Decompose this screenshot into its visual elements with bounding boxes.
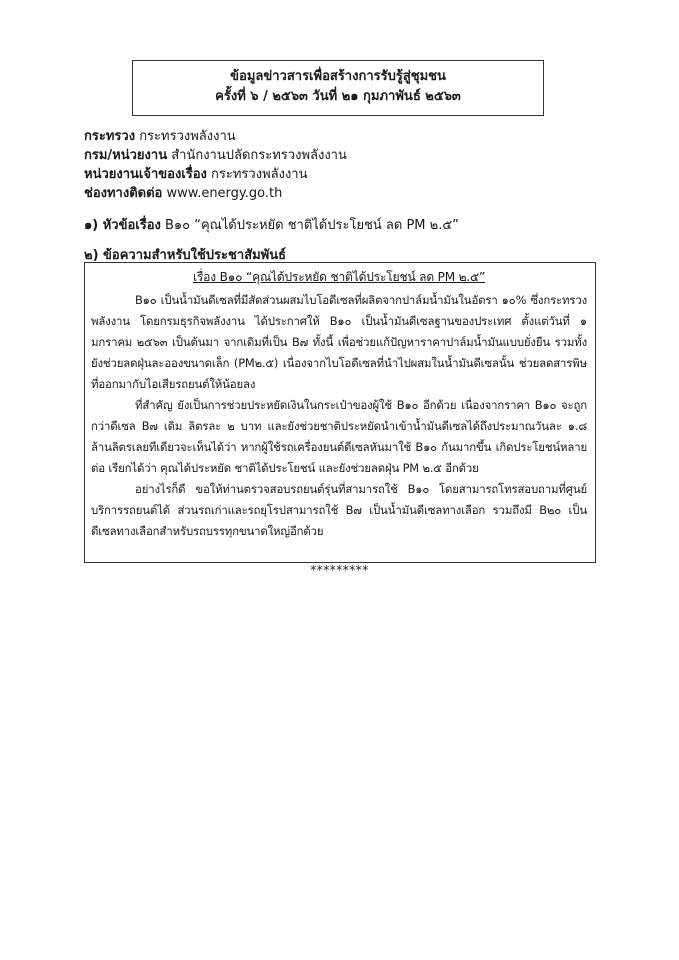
- meta-owner: [84, 165, 604, 184]
- content-paragraph: ที่สำคัญ ยังเป็นการช่วยประหยัดเงินในกระเป๋าของผู้ใช้ B๑๐ อีกด้วย เนื่องจากราคา B๑๐ จะถูกกว่าดีเซล B๗ เดิม ลิตรละ ๒ บาท และยังช่วยชาติประหยัดนำเข้าน้ำมันดีเซลได้ถึงประมาณวันละ ๑.๘ ล้านลิตรเลยทีเดียวจะเห็นได้ว่า หากผู้ใช้รถเครื่องยนต์ดีเซลหันมาใช้ B๑๐ กันมากขึ้น เกิดประโยชน์หลายต่อ เรียกได้ว่า คุณได้ประหยัด ชาติได้ประโยชน์ และยังช่วยลดฝุ่น PM ๒.๕ อีกด้วย: [91, 398, 587, 475]
- meta-contact: [84, 184, 604, 203]
- meta-ministry: [84, 127, 604, 146]
- meta-block: [84, 127, 604, 203]
- content-paragraph: อย่างไรก็ดี ขอให้ท่านตรวจสอบรถยนต์รุ่นที่สามารถใช้ B๑๐ โดยสามารถโทรสอบถามที่ศูนย์บริการรถยนต์ได้ ส่วนรถเก่าและรถยุโรปสามารถใช้ B๗ เป็นน้ำมันดีเซลทางเลือก รวมถึงมี B๒๐ เป็นดีเซลทางเลือกสำหรับรถบรรทุกขนาดใหญ่อีกด้วย: [91, 482, 587, 538]
- meta-department-label: กรม/หน่วยงาน: [84, 148, 168, 163]
- footer-stars: *********: [310, 563, 369, 577]
- meta-ministry-value: กระทรวงพลังงาน: [139, 129, 236, 144]
- content-title: เรื่อง B๑๐ “คุณได้ประหยัด ชาติได้ประโยชน์ ลด PM ๒.๕”: [192, 270, 486, 284]
- meta-owner-value: กระทรวงพลังงาน: [211, 167, 308, 182]
- header-box: [132, 60, 544, 116]
- content-box: [84, 262, 596, 563]
- header-subtitle: ครั้งที่ ๖ / ๒๕๖๓ วันที่ ๒๑ กุมภาพันธ์ ๒๕๖๓: [215, 89, 461, 104]
- meta-ministry-label: กระทรวง: [84, 129, 136, 144]
- meta-contact-label: ช่องทางติดต่อ: [84, 186, 163, 201]
- meta-department-value: สำนักงานปลัดกระทรวงพลังงาน: [171, 148, 347, 163]
- meta-owner-label: หน่วยงานเจ้าของเรื่อง: [84, 167, 207, 182]
- section2-label: ๒) ข้อความสำหรับใช้ประชาสัมพันธ์: [84, 248, 287, 263]
- header-title: ข้อมูลข่าวสารเพื่อสร้างการรับรู้สู่ชุมชน: [230, 69, 446, 84]
- section1: [84, 214, 459, 235]
- section1-label: ๑) หัวข้อเรื่อง: [84, 218, 161, 233]
- section1-value: B๑๐ “คุณได้ประหยัด ชาติได้ประโยชน์ ลด PM ๒.๕”: [165, 218, 459, 233]
- content-paragraph: B๑๐ เป็นน้ำมันดีเซลที่มีสัดส่วนผสมไบโอดีเซลที่ผลิตจากปาล์มน้ำมันในอัตรา ๑๐% ซึ่งกระทรวงพลังงาน โดยกรมธุรกิจพลังงาน ได้ประกาศให้ B๑๐ เป็นน้ำมันดีเซลฐานของประเทศ ตั้งแต่วันที่ ๑ มกราคม ๒๕๖๓ เป็นต้นมา จากเดิมที่เป็น B๗ ทั้งนี้ เพื่อช่วยแก้ปัญหาราคาปาล์มน้ำมันแบบยั่งยืน รวมทั้งยังช่วยลดฝุ่นละอองขนาดเล็ก (PM๒.๕) เนื่องจากไบโอดีเซลที่นำไปผสมในน้ำมันดีเซลนั้น ช่วยลดสารพิษที่ออกมากับไอเสียรถยนต์ให้น้อยลง: [91, 293, 587, 391]
- meta-contact-value: www.energy.go.th: [166, 186, 283, 201]
- meta-department: [84, 146, 604, 165]
